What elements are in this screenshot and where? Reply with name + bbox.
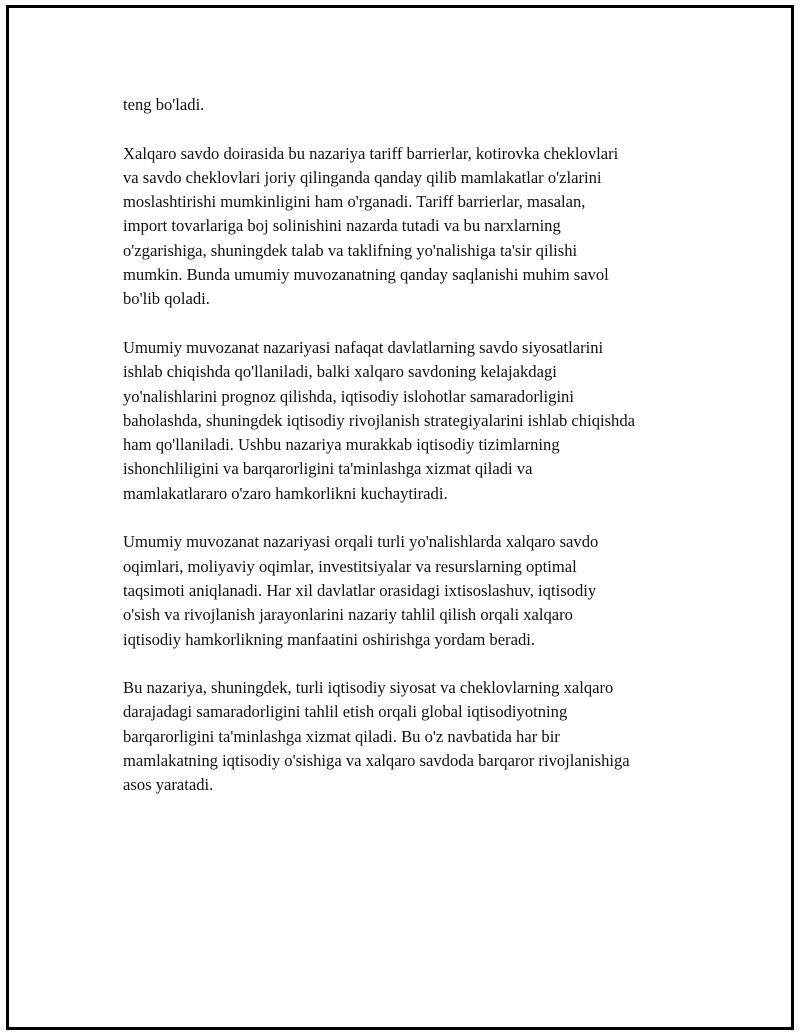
text-line: teng bo'ladi. — [123, 95, 205, 114]
text-line: ham qo'llaniladi. Ushbu nazariya murakkab iqtisodiy tizimlarning — [123, 435, 560, 455]
paragraph — [123, 336, 698, 506]
paragraph — [123, 93, 698, 117]
text-line: oqimlari, moliyaviy oqimlar, investitsiyalar va resurslarning optimal — [123, 556, 577, 576]
text-line: mamlakatning iqtisodiy o'sishiga va xalqaro savdoda barqaror rivojlanishiga — [123, 751, 630, 771]
text-line: Bu nazariya, shuningdek, turli iqtisodiy siyosat va cheklovlarning xalqaro — [123, 678, 614, 698]
text-line: bo'lib qoladi. — [123, 289, 210, 309]
paragraph — [123, 142, 698, 312]
text-line: baholashda, shuningdek iqtisodiy rivojlanish strategiyalarini ishlab chiqishda — [123, 410, 636, 430]
text-line: iqtisodiy hamkorlikning manfaatini oshirishga yordam beradi. — [123, 629, 535, 649]
paragraph — [123, 676, 698, 797]
document-body — [123, 93, 698, 822]
text-line: mamlakatlararo o'zaro hamkorlikni kuchaytiradi. — [123, 483, 448, 503]
document-page — [6, 5, 794, 1030]
paragraph — [123, 530, 698, 651]
text-line: va savdo cheklovlari joriy qilinganda qanday qilib mamlakatlar o'zlarini — [123, 167, 602, 187]
text-line: yo'nalishlarini prognoz qilishda, iqtisodiy islohotlar samaradorligini — [123, 386, 574, 406]
text-line: o'sish va rivojlanish jarayonlarini nazariy tahlil qilish orqali xalqaro — [123, 605, 573, 625]
text-line: darajadagi samaradorligini tahlil etish orqali global iqtisodiyotning — [123, 702, 568, 722]
text-line: import tovarlariga boj solinishini nazarda tutadi va bu narxlarning — [123, 216, 561, 236]
text-line: moslashtirishi mumkinligini ham o'rganadi. Tariff barrierlar, masalan, — [123, 192, 586, 212]
text-line: Umumiy muvozanat nazariyasi orqali turli yo'nalishlarda xalqaro savdo — [123, 532, 599, 552]
text-line: Xalqaro savdo doirasida bu nazariya tariff barrierlar, kotirovka cheklovlari — [123, 143, 619, 163]
text-line: mumkin. Bunda umumiy muvozanatning qanday saqlanishi muhim savol — [123, 265, 609, 285]
text-line: ishonchliligini va barqarorligini ta'minlashga xizmat qiladi va — [123, 459, 533, 479]
text-line: taqsimoti aniqlanadi. Har xil davlatlar orasidagi ixtisoslashuv, iqtisodiy — [123, 580, 597, 600]
text-line: asos yaratadi. — [123, 775, 214, 795]
text-line: barqarorligini ta'minlashga xizmat qiladi. Bu o'z navbatida har bir — [123, 726, 560, 746]
text-line: Umumiy muvozanat nazariyasi nafaqat davlatlarning savdo siyosatlarini — [123, 337, 604, 357]
text-line: ishlab chiqishda qo'llaniladi, balki xalqaro savdoning kelajakdagi — [123, 362, 557, 382]
text-line: o'zgarishiga, shuningdek talab va taklifning yo'nalishiga ta'sir qilishi — [123, 240, 578, 260]
